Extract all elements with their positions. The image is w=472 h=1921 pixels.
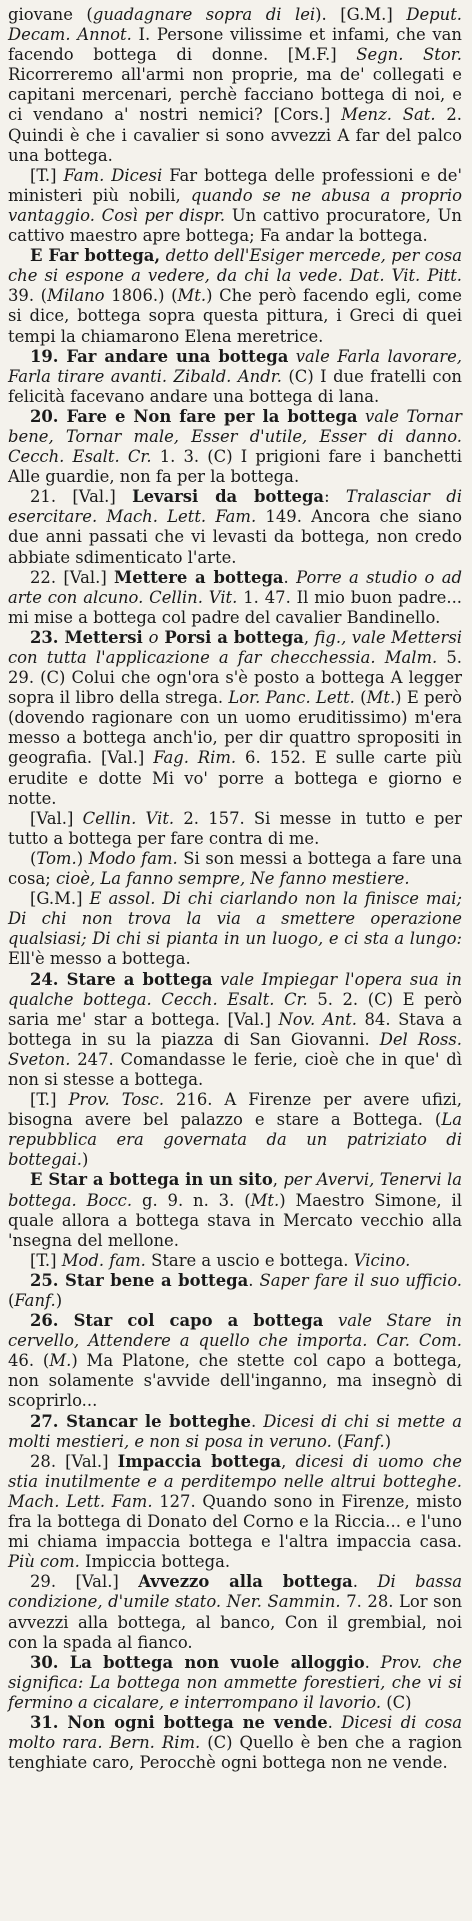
entry-headword: Avvezzo alla bottega — [138, 1572, 353, 1592]
body-text: Far bottega delle professioni e de' ministeri più nobili, — [8, 165, 462, 205]
body-text: , — [303, 627, 315, 647]
body-text: (C) Quello è ben che a ragion tenghiate caro, Perocchè ogni bottega non ne vende. — [8, 1733, 463, 1773]
entry-paragraph — [8, 568, 462, 628]
italic-text: Mod. fam. — [61, 1250, 146, 1270]
italic-text: Milano — [47, 286, 105, 306]
entry-headword: Impaccia bottega — [117, 1451, 282, 1471]
body-text: [T.] — [30, 1250, 62, 1270]
italic-text: Del Ross. Sveton. — [8, 1029, 462, 1069]
italic-text: fig., vale Mettersi con tutta l'applicazione a far checchessia. Malm. — [8, 627, 462, 667]
body-text: 1. 47. Il mio buon padre... mi mise a bottega col padre del cavalier Bandinello. — [8, 587, 462, 627]
body-text: 1806.) ( — [104, 286, 178, 306]
body-text: 1. 3. (C) I prigioni fare i banchetti Alle guardie, non fa per la bottega. — [8, 447, 462, 487]
entry-paragraph — [8, 809, 462, 849]
italic-text: E assol. Di chi ciarlando non la finisce mai; Di chi non trova la via a smettere operazione qualsiasi; Di chi si pianta in un luogo, e ci sta a lungo: — [8, 889, 462, 949]
italic-text: Prov. Tosc. — [68, 1090, 165, 1110]
entry-paragraph — [8, 970, 462, 1091]
italic-text: vale Stare in cervello, Attendere a quello che importa. Car. Com. — [8, 1311, 462, 1351]
italic-text: cioè, La fanno sempre, Ne fanno mestiere. — [55, 869, 410, 889]
italic-text: Di bassa condizione, d'umile stato. Ner. Sammin. — [8, 1572, 463, 1612]
body-text: ( — [8, 1291, 15, 1310]
entry-headword: 26. Star col capo a bottega — [30, 1311, 324, 1331]
body-text: . — [250, 1411, 264, 1431]
body-text: . — [283, 567, 297, 587]
body-text: ) — [384, 1431, 392, 1451]
body-text: 127. Quando sono in Firenze, misto fra la bottega di Donato del Corno e la Riccia... e l'uno mi chiama impaccia bottega e l'altra impaccia casa. — [8, 1491, 462, 1552]
entry-paragraph — [8, 889, 462, 969]
entry-headword: E Far bottega, — [30, 246, 161, 266]
italic-text: quando se ne abusa a proprio vantaggio. Così per dispr. — [8, 185, 462, 225]
body-text: 84. Stava a bottega in su la piazza di San Giovanni. — [8, 1009, 462, 1049]
italic-text: Menz. Sat. — [341, 105, 436, 125]
body-text: 29. [Val.] — [30, 1572, 139, 1592]
body-text: 2. 157. Si messe in tutto e per tutto a bottega per fare contra di me. — [8, 808, 462, 848]
body-text: 5. 2. (C) E però saria me' star a bottega. [Val.] — [8, 989, 462, 1029]
entry-headword: E Star a bottega in un sito — [30, 1170, 273, 1190]
body-text: 39. ( — [8, 286, 48, 306]
entry-headword: 24. Stare a bottega — [30, 969, 213, 989]
entry-paragraph — [8, 849, 462, 889]
entry-headword: 23. Mettersi — [30, 627, 149, 647]
italic-text: per Avervi, Tenervi la bottega. Bocc. — [8, 1170, 462, 1210]
body-text: 2. Quindi è che i cavalier si sono avvezzi A far del palco una bottega. — [8, 105, 462, 165]
italic-text: guadagnare sopra di lei — [92, 5, 316, 24]
body-text: [G.M.] — [30, 889, 90, 909]
italic-text: Segn. Stor. — [356, 45, 462, 65]
body-text: (C) I due fratelli con felicità facevano andare una bottega di lana. — [8, 366, 462, 406]
italic-text: detto dell'Esiger mercede, per cosa che si espone a vedere, da chi la vede. Dat. Vit. Pitt. — [8, 246, 463, 286]
body-text: : — [324, 487, 346, 507]
entry-headword: 30. La bottega non vuole alloggio — [30, 1652, 365, 1672]
entry-headword: 31. Non ogni bottega ne vende — [30, 1712, 328, 1732]
entry-headword: 27. Stancar le botteghe — [30, 1411, 251, 1431]
entry-paragraph — [8, 1311, 462, 1411]
italic-text: Più com. — [8, 1552, 80, 1572]
entry-paragraph — [8, 1170, 462, 1250]
body-text: 247. Comandasse le ferie, cioè che in que' dì non si stesse a bottega. — [8, 1049, 462, 1089]
body-text: . — [352, 1572, 378, 1592]
italic-text: Dicesi di cosa molto rara. Bern. Rim. — [8, 1712, 463, 1753]
body-text: ) E però (dovendo ragionare con un uomo eruditissimo) m'era messo a bottega anch'io, per dir quattro spropositi in geografia. [Val.] — [8, 688, 462, 768]
body-text: 216. A Firenze per avere ufizi, bisogna avere bel palazzo e stare a Bottega. ( — [8, 1090, 463, 1130]
body-text: ) Che però facendo egli, come si dice, bottega sopra questa pittura, i Greci di quei tempi la chiamarono Elena meretrice. — [8, 286, 463, 346]
italic-text: Fam. Dicesi — [63, 165, 163, 185]
entry-paragraph — [8, 407, 462, 487]
italic-text: dicesi di uomo che stia inutilmente e a perditempo nelle altrui botteghe. Mach. Lett. Fam. — [8, 1451, 463, 1511]
entry-paragraph — [8, 1452, 462, 1573]
body-text: I. Persone vilissime et infami, che van facendo bottega di donne. [M.F.] — [8, 25, 462, 65]
body-text: . — [248, 1270, 260, 1290]
entry-headword: 19. Far andare una bottega — [30, 346, 289, 366]
body-text: ) — [81, 1150, 89, 1170]
italic-text: Modo fam. — [88, 848, 178, 868]
entry-paragraph — [8, 1090, 462, 1170]
body-text: Impiccia bottega. — [79, 1552, 231, 1572]
entry-paragraph — [8, 5, 462, 166]
body-text: [T.] — [30, 1090, 69, 1110]
body-text: . — [364, 1652, 381, 1672]
italic-text: Mt. — [177, 286, 207, 306]
italic-text: Prov. che significa: La bottega non ammette forestieri, che vi si fermino a cicalare, e interrompano il lavorio. — [8, 1652, 463, 1712]
italic-text: Tom. — [36, 848, 77, 868]
body-text: [Val.] — [30, 808, 83, 828]
italic-text: Cellin. Vit. — [82, 808, 175, 828]
italic-text: vale Impiegar l'opera sua in qualche bottega. Cecch. Esalt. Cr. — [8, 969, 462, 1009]
italic-text: Fanf. — [14, 1291, 56, 1310]
body-text: g. 9. n. 3. ( — [132, 1190, 251, 1210]
body-text: 21. [Val.] — [30, 487, 133, 507]
italic-text: Tralasciar di esercitare. Mach. Lett. Fam. — [8, 487, 462, 527]
body-text: (C) — [381, 1692, 412, 1712]
body-text: Ell'è messo a bottega. — [8, 949, 191, 969]
body-text: 7. 28. Lor son avvezzi alla bottega, al banco, Con il grembial, noi con la spada al fianco. — [8, 1592, 463, 1652]
body-text: 149. Ancora che siano due anni passati che vi levasti da bottega, non credo abbiate sdimenticato l'arte. — [8, 507, 462, 567]
entry-headword: 25. Star bene a bottega — [30, 1270, 249, 1290]
entry-paragraph — [8, 1412, 462, 1452]
entry-paragraph — [8, 1653, 462, 1713]
body-text: [T.] — [30, 165, 64, 185]
body-text: ) Ma Platone, che stette col capo a bottega, non solamente s'avvide dell'inganno, ma insegnò di scoprirlo... — [8, 1351, 463, 1411]
body-text: ( — [331, 1431, 344, 1451]
body-text: 46. ( — [8, 1351, 50, 1371]
italic-text: La repubblica era governata da un patriziato di bottegai. — [8, 1110, 462, 1170]
italic-text: Lor. Panc. Lett. — [228, 688, 355, 708]
entry-headword: Mettere a bottega — [114, 567, 284, 587]
entry-paragraph — [8, 246, 462, 346]
body-text: giovane ( — [8, 5, 93, 24]
body-text: 28. [Val.] — [30, 1451, 118, 1471]
italic-text: Dicesi di chi si mette a molti mestieri, e non si posa in veruno. — [8, 1411, 462, 1451]
body-text: ) — [55, 1291, 63, 1310]
entry-paragraph — [8, 1713, 462, 1773]
italic-text: Nov. Ant. — [278, 1009, 357, 1029]
italic-text: o — [148, 627, 159, 647]
italic-text: Mt. — [366, 688, 396, 708]
italic-text: Vicino. — [353, 1250, 411, 1270]
body-text: , — [272, 1170, 284, 1190]
body-text: 22. [Val.] — [30, 567, 115, 587]
italic-text: Fanf. — [343, 1431, 385, 1451]
entry-paragraph — [8, 1271, 462, 1311]
body-text: ) — [76, 848, 89, 868]
italic-text: Mt. — [250, 1190, 280, 1210]
body-text: Ricorreremo all'armi non proprie, ma de' collegati e capitani mercenari, perchè facciano bottega di noi, e ci vendano a' nostri nemici? [Cors.] — [8, 65, 462, 125]
body-text: . — [327, 1712, 342, 1732]
entry-paragraph — [8, 347, 462, 407]
body-text: ( — [30, 848, 37, 868]
body-text: 5. 29. (C) Colui che ogn'ora s'è posto a bottega A legger sopra il libro della strega. — [8, 648, 462, 708]
entry-paragraph — [8, 1572, 462, 1652]
body-text: Un cattivo procuratore, Un cattivo maestro apre bottega; Fa andar la bottega. — [8, 205, 462, 246]
entry-headword: Porsi a bottega — [158, 627, 304, 647]
italic-text: M. — [49, 1351, 72, 1371]
entry-paragraph — [8, 166, 462, 246]
body-text: Si son messi a bottega a fare una cosa; — [8, 848, 462, 889]
italic-text: vale Tornar bene, Tornar male, Esser d'utile, Esser di danno. Cecch. Esalt. Cr. — [8, 406, 463, 467]
body-text: ) Maestro Simone, il quale allora a bottega stava in Mercato vecchio alla 'nsegna del mellone. — [8, 1190, 462, 1250]
entry-paragraph — [8, 628, 462, 809]
body-text: ( — [354, 688, 367, 708]
body-text: 6. 152. E sulle carte più erudite e dotte Mi vo' porre a bottega e giorno e notte. — [8, 748, 463, 808]
italic-text: Deput. Decam. Annot. — [8, 5, 463, 45]
entry-paragraph — [8, 487, 462, 567]
entry-headword: 20. Fare e Non fare per la bottega — [30, 406, 358, 426]
italic-text: vale Farla lavorare, Farla tirare avanti. Zibald. Andr. — [8, 346, 462, 386]
body-text: ). [G.M.] — [315, 5, 407, 24]
italic-text: Saper fare il suo ufficio. — [259, 1270, 463, 1290]
entry-paragraph — [8, 1251, 462, 1271]
entry-headword: Levarsi da bottega — [132, 487, 325, 507]
body-text: Stare a uscio e bottega. — [145, 1250, 354, 1270]
italic-text: Porre a studio o ad arte con alcuno. Cellin. Vit. — [8, 567, 462, 607]
body-text: , — [281, 1451, 296, 1471]
italic-text: Fag. Rim. — [153, 748, 237, 768]
